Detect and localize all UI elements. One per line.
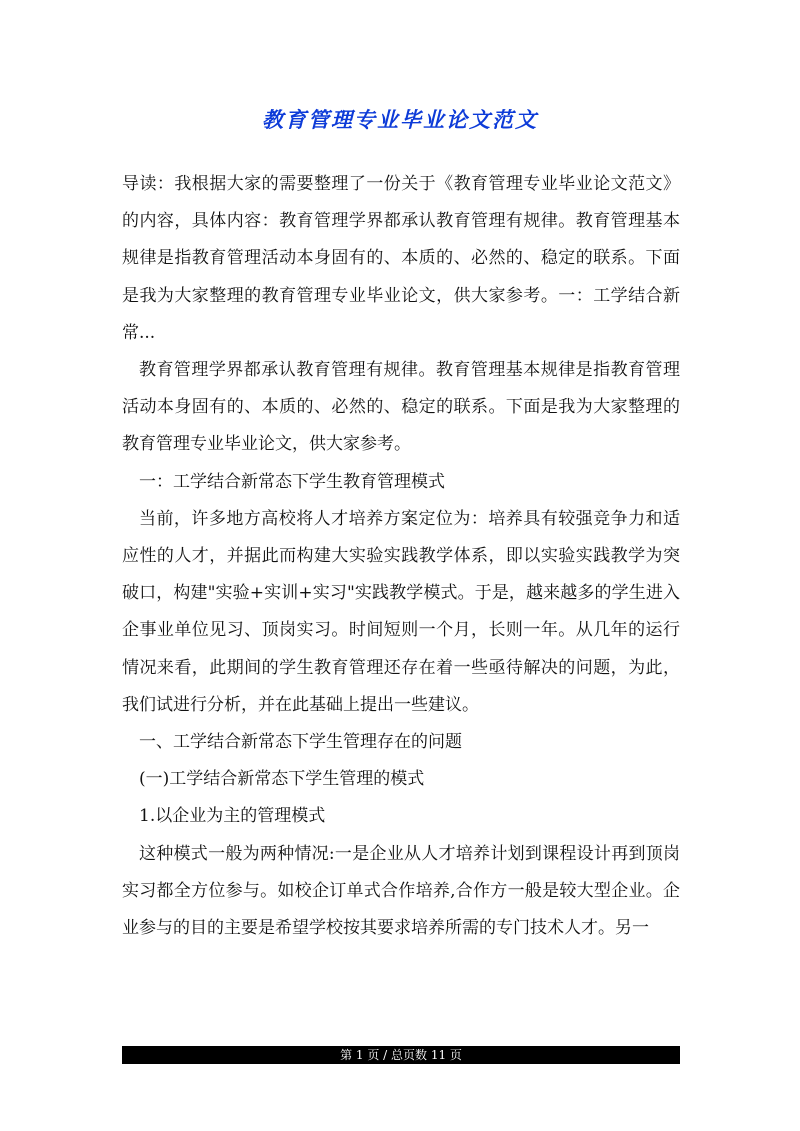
section-heading: 一、工学结合新常态下学生管理存在的问题 [139,732,462,753]
document-body [122,166,680,947]
intro-paragraph: 导读：我根据大家的需要整理了一份关于《教育管理专业毕业论文范文》的内容，具体内容：教育管理学界都承认教育管理有规律。教育管理基本规律是指教育管理活动本身固有的、本质的、必然的、稳定的联系。下面是我为大家整理的教育管理专业毕业论文，供大家参考。一：工学结合新常... [122,174,680,343]
body-paragraph: 教育管理学界都承认教育管理有规律。教育管理基本规律是指教育管理活动本身固有的、本质的、必然的、稳定的联系。下面是我为大家整理的教育管理专业毕业论文，供大家参考。 [122,360,680,455]
body-paragraph: 当前，许多地方高校将人才培养方案定位为：培养具有较强竞争力和适应性的人才，并据此而构建大实验实践教学体系，即以实验实践教学为突破口，构建"实验+实训+实习"实践教学模式。于是，越来越多的学生进入企事业单位见习、顶岗实习。时间短则一个月，长则一年。从几年的运行情况来看，此期间的学生教育管理还存在着一些亟待解决的问题，为此，我们试进行分析，并在此基础上提出一些建议。 [122,508,680,715]
page-footer: 第 1 页 / 总页数 11 页 [122,1046,680,1064]
section-heading: 一：工学结合新常态下学生教育管理模式 [139,471,445,492]
body-paragraph: 这种模式一般为两种情况:一是企业从人才培养计划到课程设计再到顶岗实习都全方位参与。如校企订单式合作培养,合作方一般是较大型企业。企业参与的目的主要是希望学校按其要求培养所需的专门技术人才。另一 [122,843,680,939]
document-title: 教育管理专业毕业论文范文 [262,108,538,132]
subsection-heading: (一)工学结合新常态下学生管理的模式 [139,769,425,790]
subsection-heading: 1.以企业为主的管理模式 [139,806,326,827]
